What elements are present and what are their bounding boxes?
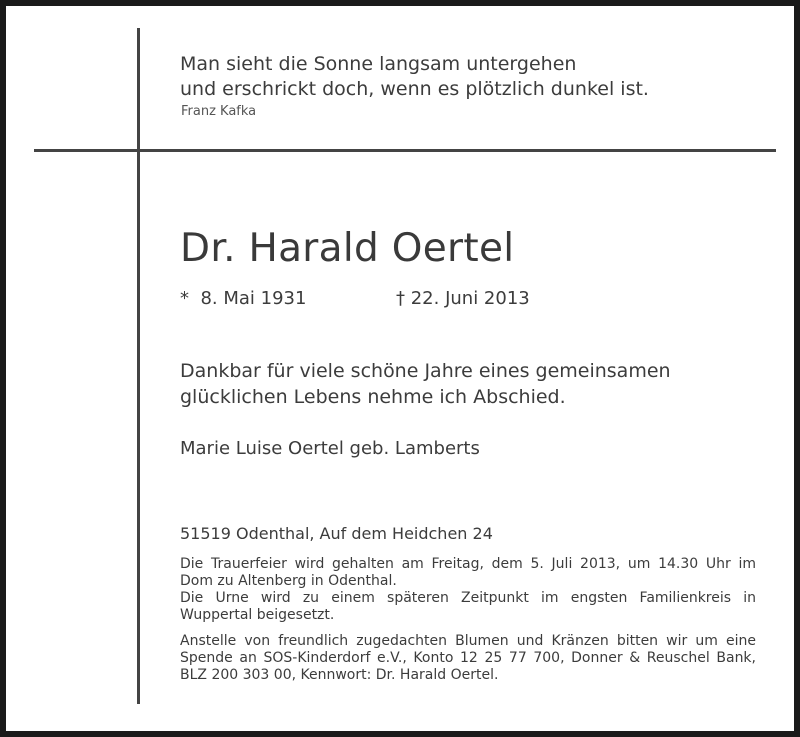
message-line: Dankbar für viele schöne Jahre eines gemeinsamen [180,360,671,382]
details-line: Die Trauerfeier wird gehalten am Freitag, dem 5. Juli 2013, um 14.30 Uhr im [180,556,756,572]
quote-text [180,52,649,102]
details-line: Dom zu Altenberg in Odenthal. [180,573,397,589]
donation-paragraph [180,633,756,684]
mourner-signature: Marie Luise Oertel geb. Lamberts [180,438,480,459]
details-line: Wuppertal beigesetzt. [180,607,335,623]
details-line: Die Urne wird zu einem späteren Zeitpunkt im engsten Familienkreis in [180,590,756,606]
birth-date: * 8. Mai 1931 [180,288,307,309]
funeral-details-paragraph [180,556,756,624]
cross-horizontal-bar [34,149,776,152]
mourner-address: 51519 Odenthal, Auf dem Heidchen 24 [180,524,493,543]
deceased-name: Dr. Harald Oertel [180,226,515,271]
donation-line: Anstelle von freundlich zugedachten Blumen und Kränzen bitten wir um eine [180,633,756,649]
donation-line: BLZ 200 303 00, Kennwort: Dr. Harald Oertel. [180,667,499,683]
donation-line: Spende an SOS-Kinderdorf e.V., Konto 12 25 77 700, Donner & Reuschel Bank, [180,650,756,666]
quote-author: Franz Kafka [181,104,257,119]
cross-vertical-bar [137,28,140,704]
farewell-message [180,358,671,410]
message-line: glücklichen Lebens nehme ich Abschied. [180,386,566,408]
quote-line: Man sieht die Sonne langsam untergehen [180,53,577,75]
death-date: † 22. Juni 2013 [396,288,530,309]
quote-line: und erschrickt doch, wenn es plötzlich dunkel ist. [180,78,649,100]
